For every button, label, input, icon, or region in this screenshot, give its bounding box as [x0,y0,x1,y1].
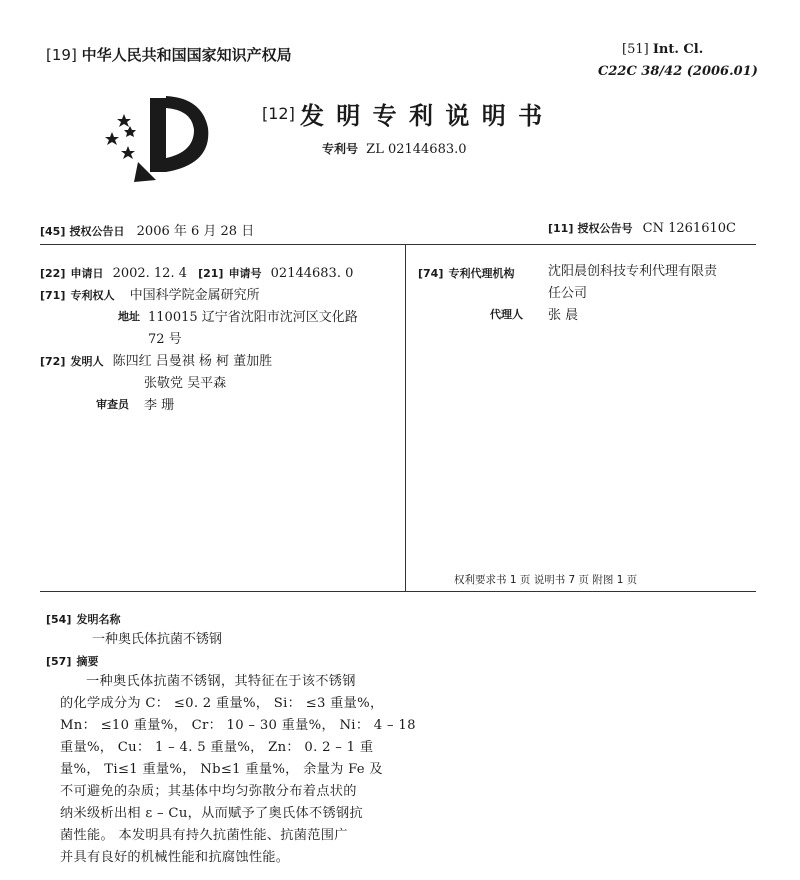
abstract-header [46,650,98,669]
agent-value: 张 晨 [548,308,579,323]
address-line-2: 72 号 [148,332,182,347]
office-code: [19] [46,46,77,64]
intcl-label: Int. Cl. [652,42,704,57]
inventor-row [40,350,272,369]
abstract-line: 的化学成分为 C： ≤0. 2 重量%， Si： ≤3 重量%， [60,696,384,711]
abstract-line: 一种奥氏体抗菌不锈钢，其特征在于该不锈钢 [86,674,356,689]
top-rule [40,244,756,245]
grant-date-value: 2006 年 6 月 28 日 [136,224,255,239]
intcl-value: C22C 38/42 (2006.01) [598,64,758,79]
abstract-line: 重量%， Cu： 1 – 4. 5 重量%， Zn： 0. 2 – 1 重 [60,740,374,755]
pages-summary: 权利要求书 1 页 说明书 7 页 附图 1 页 [454,574,638,586]
office-header [46,44,292,65]
intcl-code: [51] [622,42,649,57]
abstract-line: 并具有良好的机械性能和抗腐蚀性能。 [60,850,290,865]
invention-title: 一种奥氏体抗菌不锈钢 [92,632,223,647]
abstract-line: Mn： ≤10 重量%， Cr： 10 – 30 重量%， Ni： 4 – 18 [60,718,416,733]
grant-number-block [548,220,736,236]
cnipa-emblem-icon [98,90,228,200]
owner-label: 专利权人 [70,289,115,302]
grant-date-block [40,220,254,239]
agency-code: [74] [418,267,444,280]
patent-number-value: ZL 02144683.0 [366,142,467,157]
inventors-line-2: 张敬党 吴平森 [144,376,227,391]
inventors-line-1: 陈四红 吕曼祺 杨 柯 董加胜 [112,354,273,369]
invention-title-label: 发明名称 [76,613,121,626]
agency-line-2: 任公司 [548,286,588,301]
address-line-1: 110015 辽宁省沈阳市沈河区文化路 [148,310,358,325]
agency-line-1: 沈阳晨创科技专利代理有限责 [548,264,718,279]
grant-number-code: [11] [548,222,574,235]
filing-row [40,262,353,281]
grant-number-label: 授权公告号 [577,222,633,235]
inventor-code: [72] [40,355,66,368]
filing-date: 2002. 12. 4 [112,266,187,281]
grant-number-value: CN 1261610C [642,221,736,236]
abstract-line: 量%， Ti≤1 重量%， Nb≤1 重量%， 余量为 Fe 及 [60,762,383,777]
abstract-line: 纳米级析出相 ε – Cu，从而赋予了奥氏体不锈钢抗 [60,806,363,821]
agency-label: 专利代理机构 [448,267,515,280]
invention-title-code: [54] [46,613,72,626]
abstract-label: 摘要 [76,655,99,668]
owner-row [40,284,260,303]
intcl-block [622,42,703,57]
doc-type-block [262,96,544,131]
doc-type-title: 发 明 专 利 说 明 书 [299,102,545,130]
agency-row [418,262,514,281]
abstract-line: 菌性能。 本发明具有持久抗菌性能、抗菌范围广 [60,828,348,843]
doc-type-code: [12] [262,104,295,123]
invention-title-header [46,608,120,627]
patent-number-block [322,140,467,157]
grant-date-code: [45] [40,225,66,238]
grant-date-label: 授权公告日 [69,225,125,238]
filing-label: 申请日 [70,267,104,280]
column-divider [405,244,406,591]
abstract-line: 不可避免的杂质；其基体中均匀弥散分布着点状的 [60,784,357,799]
middle-rule [40,591,756,592]
filing-code: [22] [40,267,66,280]
appno-value: 02144683. 0 [270,266,354,281]
patent-number-label: 专利号 [322,142,359,156]
agent-label: 代理人 [490,308,523,321]
owner-value: 中国科学院金属研究所 [129,288,260,303]
address-label: 地址 [118,310,140,323]
abstract-code: [57] [46,655,72,668]
office-name: 中华人民共和国国家知识产权局 [81,46,292,64]
examiner-value: 李 珊 [144,398,175,413]
appno-label: 申请号 [228,267,262,280]
inventor-label: 发明人 [70,355,104,368]
appno-code: [21] [198,267,224,280]
owner-code: [71] [40,289,66,302]
examiner-label: 审查员 [96,398,129,411]
